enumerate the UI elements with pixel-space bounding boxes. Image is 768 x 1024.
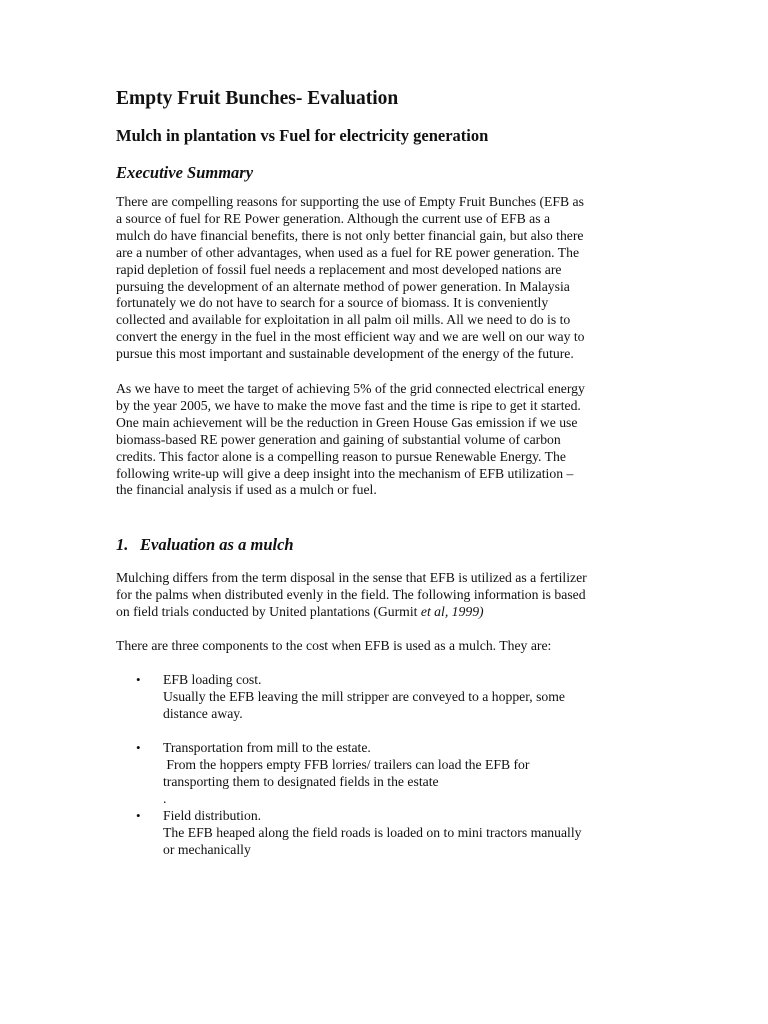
paragraph-line: for the palms when distributed evenly in the field. The following information is based <box>116 586 586 602</box>
paragraph-text: on field trials conducted by United plantations (Gurmit <box>116 603 421 619</box>
paragraph-line: by the year 2005, we have to make the move fast and the time is ripe to get it started. <box>116 397 581 413</box>
bullet-line: The EFB heaped along the field roads is loaded on to mini tractors manually <box>163 824 582 840</box>
bullet-body <box>163 740 529 808</box>
citation: et al, 1999) <box>420 603 484 619</box>
document-title: Empty Fruit Bunches- Evaluation <box>116 88 399 109</box>
bullet-icon: • <box>136 672 141 687</box>
bullet-line: From the hoppers empty FFB lorries/ trailers can load the EFB for <box>163 756 530 772</box>
paragraph-line: biomass-based RE power generation and gaining of substantial volume of carbon <box>116 431 561 447</box>
paragraph-line: fortunately we do not have to search for a source of biomass. It is conveniently <box>116 295 549 311</box>
bullet-line: Usually the EFB leaving the mill stripper are conveyed to a hopper, some <box>163 688 565 704</box>
executive-summary-paragraph-1 <box>116 194 585 363</box>
executive-summary-heading: Executive Summary <box>116 163 254 182</box>
bullet-body <box>163 808 582 859</box>
bullet-line: . <box>163 790 167 806</box>
paragraph-line: As we have to meet the target of achieving 5% of the grid connected electrical energy <box>116 381 585 396</box>
paragraph-line: a source of fuel for RE Power generation. Although the current use of EFB as a <box>116 210 551 226</box>
paragraph-line: There are three components to the cost when EFB is used as a mulch. They are: <box>116 638 552 653</box>
document-subtitle: Mulch in plantation vs Fuel for electricity generation <box>116 126 489 145</box>
bullet-line: EFB loading cost. <box>163 672 262 687</box>
paragraph-line: convert the energy in the fuel in the most efficient way and we are well on our way to <box>116 329 585 345</box>
paragraph-line: credits. This factor alone is a compelling reason to pursue Renewable Energy. The <box>116 448 566 464</box>
bullet-line: or mechanically <box>163 841 251 857</box>
bullet-line: Transportation from mill to the estate. <box>163 740 371 755</box>
bullet-line: distance away. <box>163 705 243 721</box>
paragraph-line: the financial analysis if used as a mulch or fuel. <box>116 482 377 498</box>
bullet-icon: • <box>136 808 141 823</box>
paragraph-line: following write-up will give a deep insight into the mechanism of EFB utilization – <box>116 465 574 481</box>
executive-summary-paragraph-2 <box>116 381 585 499</box>
paragraph-line: are a number of other advantages, when used as a fuel for RE power generation. The <box>116 244 580 260</box>
paragraph-line: collected and available for exploitation in all palm oil mills. All we need to do is to <box>116 312 571 328</box>
paragraph-line: rapid depletion of fossil fuel needs a replacement and most developed nations are <box>116 261 562 277</box>
section-1-paragraph <box>116 570 587 621</box>
section-number: 1. <box>116 535 129 554</box>
paragraph-line <box>116 604 587 621</box>
paragraph-line: pursuing the development of an alternate method of power generation. In Malaysia <box>116 278 570 294</box>
bullet-line: transporting them to designated fields in the estate <box>163 773 439 789</box>
section-title: Evaluation as a mulch <box>140 535 294 554</box>
paragraph-line: pursue this most important and sustainable development of the energy of the future. <box>116 346 574 362</box>
paragraph-line: One main achievement will be the reduction in Green House Gas emission if we use <box>116 414 578 430</box>
paragraph-line: There are compelling reasons for supporting the use of Empty Fruit Bunches (EFB as <box>116 194 584 209</box>
paragraph-line: Mulching differs from the term disposal in the sense that EFB is utilized as a fertilizer <box>116 570 587 585</box>
section-1-heading <box>116 535 294 555</box>
bullet-icon: • <box>136 740 141 755</box>
components-intro <box>116 638 551 655</box>
bullet-body <box>163 672 565 723</box>
bullet-line: Field distribution. <box>163 808 262 823</box>
paragraph-line: mulch do have financial benefits, there is not only better financial gain, but also there <box>116 227 584 243</box>
